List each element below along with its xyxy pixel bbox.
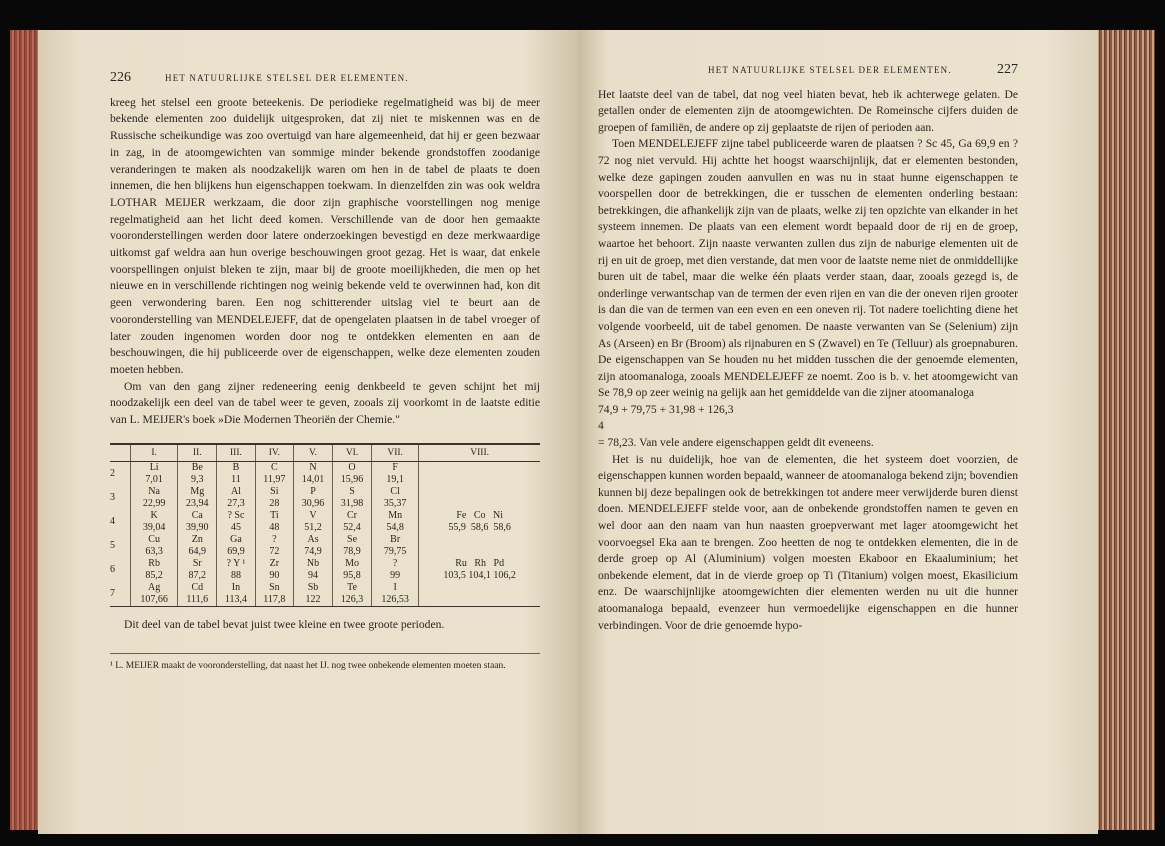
right-paragraph-2 (598, 136, 1018, 402)
table-cell: Ga 69,9 (217, 534, 255, 558)
fraction-denominator: 4 (598, 419, 604, 433)
periodic-table (110, 443, 540, 607)
table-cell: S 31,98 (333, 486, 372, 510)
table-cell: Mn 54,8 (372, 510, 419, 534)
table-cell: Rb 85,2 (131, 558, 178, 582)
table-cell: I 126,53 (372, 582, 419, 607)
table-cell: Be 9,3 (178, 461, 217, 486)
table-cell: Br 79,75 (372, 534, 419, 558)
table-cell: Nb 94 (294, 558, 333, 582)
table-cell: In 113,4 (217, 582, 255, 607)
table-cell: Zr 90 (255, 558, 293, 582)
table-cell: P 30,96 (294, 486, 333, 510)
table-cell: Zn 64,9 (178, 534, 217, 558)
right-page-header (598, 62, 1018, 79)
table-cell: Fe Co Ni 55,9 58,6 58,6 (419, 510, 540, 534)
table-cell: 6 (110, 563, 115, 575)
left-page-header (110, 70, 540, 87)
table-cell: C 11,97 (255, 461, 293, 486)
table-cell: Al 27,3 (217, 486, 255, 510)
table-cell: B 11 (217, 461, 255, 486)
left-page-content (110, 70, 540, 673)
table-cell: O 15,96 (333, 461, 372, 486)
table-cell: Sb 122 (294, 582, 333, 607)
table-cell: Ag 107,66 (131, 582, 178, 607)
table-header-cell: VIII. (419, 444, 540, 462)
table-header-cell: III. (217, 444, 255, 462)
table-row (110, 510, 540, 534)
table-cell: Cd 111,6 (178, 582, 217, 607)
right-page-content (598, 62, 1018, 634)
table-header-cell: II. (178, 444, 217, 462)
table-cell: F 19,1 (372, 461, 419, 486)
table-cell: Li 7,01 (131, 461, 178, 486)
table-row (110, 461, 540, 486)
table-cell (419, 534, 540, 558)
table-cell: K 39,04 (131, 510, 178, 534)
table-header-cell: VII. (372, 444, 419, 462)
table-cell (419, 582, 540, 607)
table-cell: Ti 48 (255, 510, 293, 534)
table-cell (419, 486, 540, 510)
table-cell: V 51,2 (294, 510, 333, 534)
table-cell: ? Y ¹ 88 (217, 558, 255, 582)
table-cell: 2 (110, 467, 115, 479)
table-cell: Na 22,99 (131, 486, 178, 510)
table-header-cell (110, 444, 131, 462)
page-number-right: 227 (997, 62, 1018, 77)
running-title-right: HET NATUURLIJKE STELSEL DER ELEMENTEN. (708, 65, 952, 75)
table-cell: 4 (110, 515, 115, 527)
table-cell: As 74,9 (294, 534, 333, 558)
table-cell: 3 (110, 491, 115, 503)
table-header-cell: V. (294, 444, 333, 462)
table-header-cell: VI. (333, 444, 372, 462)
table-cell: Te 126,3 (333, 582, 372, 607)
table-cell: Mo 95,8 (333, 558, 372, 582)
table-cell: Cu 63,3 (131, 534, 178, 558)
right-paragraph-1: Het laatste deel van de tabel, dat nog veel hiaten bevat, heb ik achterwege gelaten. De getallen onder de elementen zijn de atoomgewichten. De Romeinsche cijfers duiden de groepen of familiën, de andere op zij geplaatste de rijen of perioden aan. (598, 87, 1018, 134)
table-cell: Cr 52,4 (333, 510, 372, 534)
table-cell: N 14,01 (294, 461, 333, 486)
left-paragraph-1: kreeg het stelsel een groote beteekenis. De periodieke regelmatigheid was bij de meer bekende elementen zoo duidelijk uitgesproken, dat zij niet te miskennen was en de Russische scheikundige was zoo overtuigd van hare algemeenheid, dat hij er geen bezwaar in zag, in de atoomgewichten van sommige minder bekende grondstoffen zoodanige veranderingen te maken als noodzakelijk waren om hen in de tabel de plaats te doen innemen, die hen blijkens hun eigenschappen toekwam. In dienzelfden zin was ook weldra LOTHAR MEIJER werkzaam, die door zijn graphische voorstellingen nog menige regelmatigheid aan het licht deed komen. Verschillende van de door hen gemaakte vooronderstellingen werden door latere onderzoekingen bevestigd en deze merkwaardige uitkomst gaf weldra aan hun overige beschouwingen groot gezag. Het is waar, dat enkele voorspellingen onjuist bleken te zijn, maar bij de groote moeilijkheden, die men op het nieuwe en in verschillende richtingen nog weinig bekende veld te overwinnen had, kon dit geen verwondering baren. Een nog schitterender uitslag viel te beurt aan de vooronderstelling van MENDELEJEFF, dat de opengelaten plaatsen in de tabel vroeger of later zouden ingenomen worden door nog te ontdekken elementen en aan de beschouwingen, die hij publiceerde over de eigenschappen, welke deze elementen zouden moeten hebben. (110, 95, 540, 376)
table-header-cell: I. (131, 444, 178, 462)
running-title-left: HET NATUURLIJKE STELSEL DER ELEMENTEN. (165, 73, 409, 83)
table-row (110, 534, 540, 558)
table-cell: Se 78,9 (333, 534, 372, 558)
left-paragraph-2: Om van den gang zijner redeneering eenig denkbeeld te geven schijnt het mij noodzakelijk een deel van de tabel weer te geven, zooals zij voorkomt in de laatste editie van L. MEIJER's boek »Die Modernen Theoriën der Chemie." (110, 379, 540, 427)
table-cell: ? 72 (255, 534, 293, 558)
fraction-numerator: 74,9 + 79,75 + 31,98 + 126,3 (598, 402, 734, 416)
right-paragraph-3: Het is nu duidelijk, hoe van de elementen, die het systeem doet voorzien, de eigenschappen kunnen worden bepaald, wanneer de atoomanaloga bekend zijn; bovendien kunnen bij deze bepalingen ook de betrekkingen tot andere meer verwijderde buren dienst doen. MENDELEJEFF stelde voor, aan de onbekende grondstoffen namen te geven en wel door aan den naam van hun naasten groepverwant met lager atoomgewicht het voorvoegsel Eka aan te brengen. Zoo heetten de nog te ontdekken elementen, die in de derde groep op Al (Aluminium) volgen moesten Ekaboor en Ekaaluminium; het onbekende element, dat in de vierde groep op Ti (Titanium) volgen moest, Ekasilicium enz. De waarschijnlijke atoomgewichten dier elementen werden nu uit die hunner atoomanaloga bepaald, evenzeer hun vermoedelijke eigenschappen en die hunner verbindingen. Voor de drie genoemde hypo- (598, 452, 1018, 632)
table-row (110, 582, 540, 607)
table-cell: Ru Rh Pd 103,5 104,1 106,2 (419, 558, 540, 582)
table-cell: Cl 35,37 (372, 486, 419, 510)
table-row (110, 486, 540, 510)
table-row (110, 558, 540, 582)
table-cell: Sn 117,8 (255, 582, 293, 607)
table-cell: 5 (110, 539, 115, 551)
table-cell: Ca 39,90 (178, 510, 217, 534)
after-table-text: Dit deel van de tabel bevat juist twee kleine en twee groote perioden. (124, 617, 445, 631)
right-paragraph-2-end: = 78,23. Van vele andere eigenschappen geldt dit eveneens. (598, 436, 874, 450)
table-cell (419, 461, 540, 486)
footnote: ¹ L. MEIJER maakt de vooronderstelling, dat naast het IJ. nog twee onbekende elementen moeten staan. (110, 653, 540, 673)
table-cell: Si 28 (255, 486, 293, 510)
table-cell: Sr 87,2 (178, 558, 217, 582)
table-cell: ? Sc 45 (217, 510, 255, 534)
table-cell: 7 (110, 582, 131, 607)
table-cell: Mg 23,94 (178, 486, 217, 510)
page-number-left: 226 (110, 70, 131, 85)
right-paragraph-2-text: Toen MENDELEJEFF zijne tabel publiceerde waren de plaatsen ? Sc 45, Ga 69,9 en ? 72 nog niet vervuld. Hij achtte het hoogst waarschijnlijk, dat er elementen bestonden, welke deze gapingen zouden aanvullen en was nu in staat hunne eigenschappen te voorspellen door de betrekkingen, die er tusschen de elementen onderling bestaan: betrekkingen, die afhankelijk zijn van de plaats, welke zij ten opzichte van elkander in het systeem innemen. De plaats van een element wordt bepaald door de rij en de groep, waartoe het behoort. Zijn naaste verwanten zullen dus zijn de naburige elementen uit de rij en uit de groep, met dien verstande, dat men voor de laatste neme niet de onmiddellijke buren uit de tabel, maar die welke één plaats verder staan, daar, zooals gezegd is, de onderlinge verwantschap van de termen der even rijen en van die der oneven rijen grooter is dan die van de termen van een even en een oneven rij. Tot nadere toelichting diene het volgende voorbeeld, uit de tabel genomen. De naaste verwanten van Se (Selenium) zijn As (Arseen) en Br (Broom) als rijnaburen en S (Zwavel) en Te (Telluur) als groepnaburen. De eigenschappen van Se houden nu het midden tusschen die der genoemde elementen, zijn atoomanaloga, zooals MENDELEJEFF ze noemt. Zoo is b. v. het atoomgewicht van Se 78,9 op zeer weinig na gelijk aan het gemiddelde van die zijner atoomanaloga (598, 137, 1018, 400)
table-cell: ? 99 (372, 558, 419, 582)
table-header-cell: IV. (255, 444, 293, 462)
